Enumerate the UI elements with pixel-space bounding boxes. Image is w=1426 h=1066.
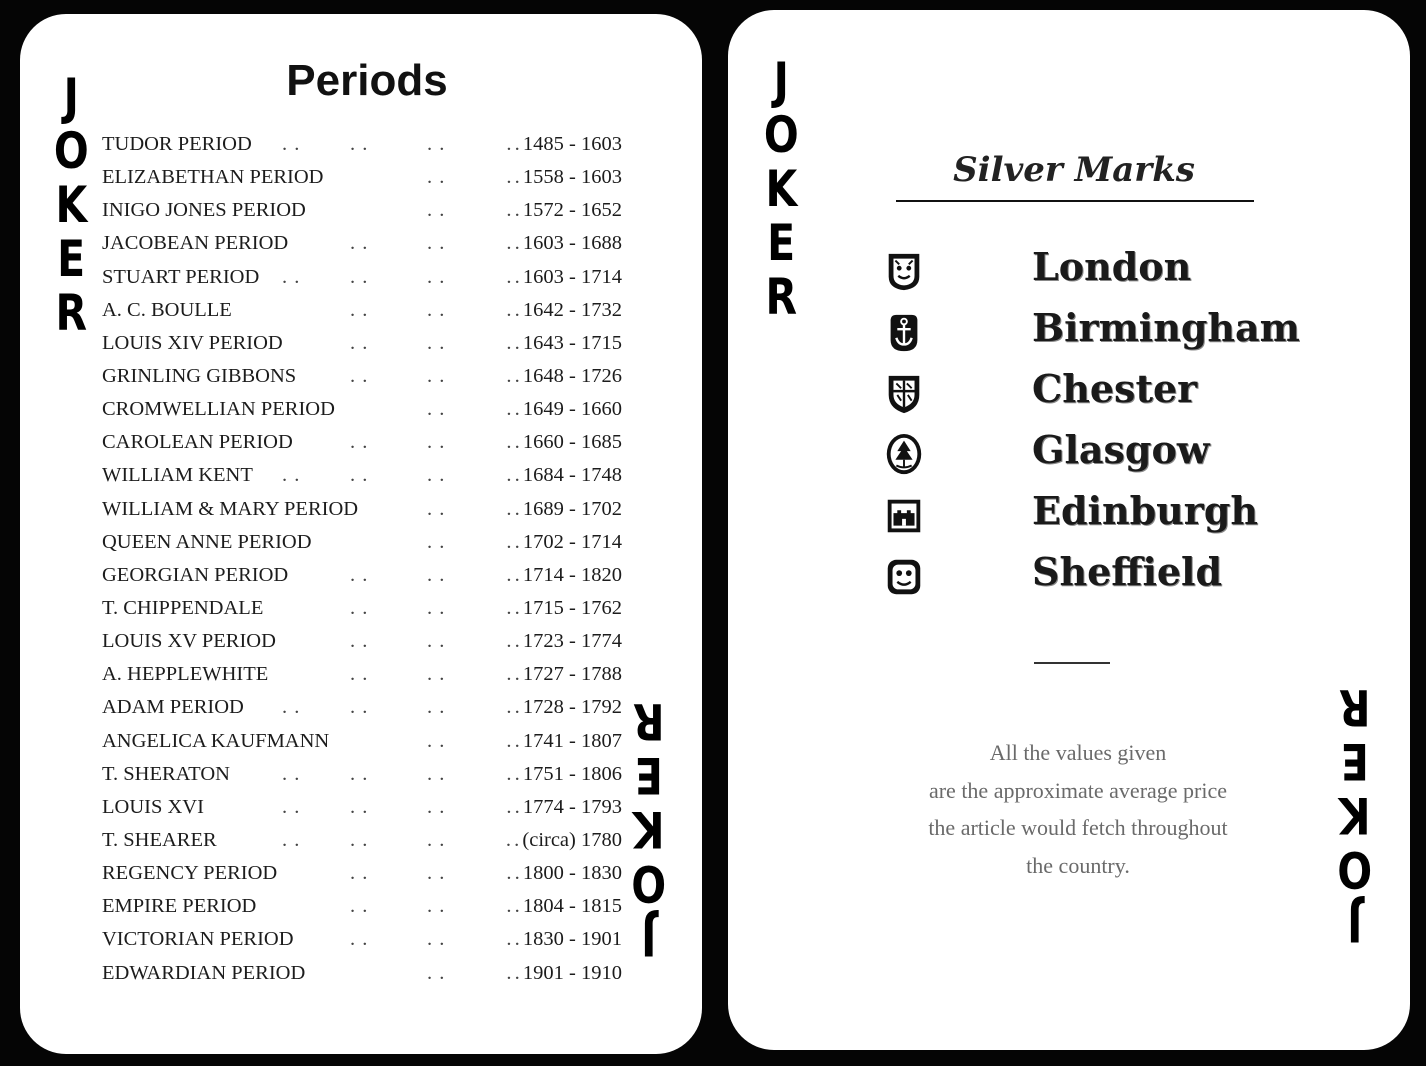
period-name: INIGO JONES PERIOD [102, 199, 306, 222]
period-dates: . . 1774 - 1793 [506, 791, 622, 824]
period-dates: . . 1901 - 1910 [506, 957, 622, 990]
silver-mark-row [884, 549, 1324, 610]
joker-letter: E [634, 746, 664, 804]
period-dates: . . 1702 - 1714 [506, 526, 622, 559]
anchor-icon [884, 311, 924, 355]
leader-dots: . . . . . . [282, 464, 446, 487]
period-name: A. HEPPLEWHITE [102, 663, 269, 686]
leader-dots: . . . . [350, 895, 446, 918]
joker-letter: J [773, 52, 789, 110]
leader-dots: . . [427, 166, 446, 189]
leader-dots: . . . . [350, 431, 446, 454]
period-row [102, 890, 622, 923]
joker-corner-label-bottom [626, 694, 672, 964]
period-dates: . . 1485 - 1603 [506, 128, 622, 161]
leader-dots: . . [427, 961, 446, 984]
leader-dots: . . . . [350, 563, 446, 586]
period-dates: . . 1714 - 1820 [506, 559, 622, 592]
period-row [102, 227, 622, 260]
joker-letter: J [63, 68, 79, 126]
silver-mark-row [884, 244, 1324, 305]
period-row [102, 294, 622, 327]
leader-dots: . . . . [350, 364, 446, 387]
silver-mark-row [884, 366, 1324, 427]
period-row [102, 161, 622, 194]
period-row [102, 691, 622, 724]
joker-letter: J [641, 908, 657, 966]
silver-mark-list [884, 244, 1324, 610]
period-row [102, 194, 622, 227]
period-name: CAROLEAN PERIOD [102, 431, 293, 454]
joker-corner-label-top [48, 70, 94, 340]
period-dates: . . 1648 - 1726 [506, 360, 622, 393]
period-row [102, 493, 622, 526]
period-list [102, 128, 622, 990]
period-row [102, 725, 622, 758]
leader-dots: . . [427, 497, 446, 520]
period-row [102, 459, 622, 492]
period-dates: . . 1649 - 1660 [506, 393, 622, 426]
joker-letter: R [55, 284, 87, 342]
leader-dots: . . [427, 199, 446, 222]
joker-letter: R [633, 692, 665, 750]
leader-dots: . . . . [350, 630, 446, 653]
joker-letter: O [53, 122, 89, 180]
period-dates: . . 1728 - 1792 [506, 691, 622, 724]
period-name: T. SHERATON [102, 762, 230, 785]
leader-dots: . . [427, 729, 446, 752]
period-row [102, 824, 622, 857]
period-row [102, 857, 622, 890]
leader-dots: . . . . . . [282, 696, 446, 719]
leader-dots: . . [427, 530, 446, 553]
leader-dots: . . . . . . [282, 762, 446, 785]
period-dates: . . 1741 - 1807 [506, 725, 622, 758]
period-name: ANGELICA KAUFMANN [102, 729, 330, 752]
period-row [102, 393, 622, 426]
period-name: GRINLING GIBBONS [102, 364, 297, 387]
joker-corner-label-top [758, 54, 804, 324]
period-row [102, 791, 622, 824]
rose-icon [884, 555, 924, 599]
values-note [868, 734, 1288, 884]
period-name: ADAM PERIOD [102, 696, 244, 719]
period-name: WILLIAM & MARY PERIOD [102, 497, 359, 520]
city-name: Edinburgh [1032, 488, 1259, 533]
leader-dots: . . . . [350, 331, 446, 354]
period-row [102, 128, 622, 161]
joker-letter: R [765, 268, 797, 326]
period-name: JACOBEAN PERIOD [102, 232, 289, 255]
leader-dots: . . . . . . [282, 828, 446, 851]
period-name: STUART PERIOD [102, 265, 260, 288]
period-row [102, 360, 622, 393]
joker-letter: K [1339, 786, 1371, 844]
period-name: T. SHEARER [102, 828, 217, 851]
period-name: LOUIS XIV PERIOD [102, 331, 283, 354]
joker-letter: O [1337, 840, 1373, 898]
period-row [102, 758, 622, 791]
city-name: Sheffield [1032, 549, 1223, 594]
period-dates: . . 1751 - 1806 [506, 758, 622, 791]
silver-marks-card [728, 10, 1410, 1050]
note-line: are the approximate average price [928, 777, 1228, 803]
period-row [102, 923, 622, 956]
city-name: London [1032, 244, 1192, 289]
silver-mark-row [884, 427, 1324, 488]
period-row [102, 957, 622, 990]
divider [1034, 662, 1110, 664]
period-name: LOUIS XVI [102, 795, 204, 818]
period-dates: . . 1804 - 1815 [506, 890, 622, 923]
leader-dots: . . . . [350, 928, 446, 951]
title-underline [896, 200, 1254, 202]
period-dates: . . 1684 - 1748 [506, 459, 622, 492]
periods-title: Periods [286, 56, 448, 105]
period-dates: . . 1715 - 1762 [506, 592, 622, 625]
joker-letter: K [765, 160, 797, 218]
period-dates: . . 1689 - 1702 [506, 493, 622, 526]
leader-dots: . . . . . . [282, 133, 446, 155]
silver-marks-title: Silver Marks [953, 150, 1195, 190]
period-name: VICTORIAN PERIOD [102, 928, 294, 951]
period-dates: . . 1727 - 1788 [506, 658, 622, 691]
period-dates: . . 1558 - 1603 [506, 161, 622, 194]
joker-letter: E [766, 214, 796, 272]
leader-dots: . . . . . . [282, 795, 446, 818]
joker-letter: O [631, 854, 667, 912]
period-row [102, 426, 622, 459]
period-dates: . . 1642 - 1732 [506, 294, 622, 327]
city-name: Chester [1032, 366, 1198, 411]
period-name: QUEEN ANNE PERIOD [102, 530, 312, 553]
leader-dots: . . . . . . [282, 265, 446, 288]
city-name: Birmingham [1032, 305, 1300, 350]
joker-letter: R [1339, 678, 1371, 736]
period-name: GEORGIAN PERIOD [102, 563, 289, 586]
period-dates: . . 1723 - 1774 [506, 625, 622, 658]
period-dates: . . 1572 - 1652 [506, 194, 622, 227]
joker-corner-label-bottom [1332, 680, 1378, 950]
leader-dots: . . . . [350, 298, 446, 321]
period-row [102, 625, 622, 658]
joker-letter: K [55, 176, 87, 234]
period-dates: . . 1603 - 1714 [506, 261, 622, 294]
period-name: T. CHIPPENDALE [102, 596, 264, 619]
city-name: Glasgow [1032, 427, 1210, 472]
joker-letter: O [763, 106, 799, 164]
period-row [102, 327, 622, 360]
chester-shield-icon [884, 372, 924, 416]
period-dates: . . 1660 - 1685 [506, 426, 622, 459]
note-line: the article would fetch throughout [928, 815, 1228, 840]
joker-letter: E [56, 230, 86, 288]
periods-card [20, 14, 702, 1054]
joker-letter: K [633, 800, 665, 858]
period-dates: . . 1603 - 1688 [506, 227, 622, 260]
leader-dots: . . . . [350, 596, 446, 619]
period-row [102, 526, 622, 559]
leader-dots: . . . . [350, 232, 446, 255]
period-row [102, 559, 622, 592]
leader-dots: . . . . [350, 663, 446, 686]
castle-icon [884, 494, 924, 538]
period-name: WILLIAM KENT [102, 464, 253, 487]
period-row [102, 658, 622, 691]
period-name: EDWARDIAN PERIOD [102, 961, 306, 984]
period-dates: . . 1643 - 1715 [506, 327, 622, 360]
period-name: A. C. BOULLE [102, 298, 232, 321]
period-row [102, 592, 622, 625]
leopard-head-icon [884, 250, 924, 294]
period-name: CROMWELLIAN PERIOD [102, 398, 335, 421]
note-line: All the values given [989, 740, 1167, 765]
period-dates: . . (circa) 1780 [506, 824, 622, 857]
leader-dots: . . [427, 398, 446, 421]
period-name: LOUIS XV PERIOD [102, 630, 276, 653]
period-row [102, 261, 622, 294]
period-dates: . . 1800 - 1830 [506, 857, 622, 890]
period-name: EMPIRE PERIOD [102, 895, 257, 918]
period-dates: . . 1830 - 1901 [506, 923, 622, 956]
silver-mark-row [884, 488, 1324, 549]
joker-letter: E [1340, 732, 1370, 790]
leader-dots: . . . . [350, 862, 446, 885]
joker-letter: J [1347, 894, 1363, 952]
period-name: TUDOR PERIOD [102, 133, 252, 155]
note-line: the country. [1026, 852, 1130, 878]
period-name: REGENCY PERIOD [102, 862, 278, 885]
tree-oval-icon [884, 433, 924, 477]
period-name: ELIZABETHAN PERIOD [102, 166, 324, 189]
silver-mark-row [884, 305, 1324, 366]
